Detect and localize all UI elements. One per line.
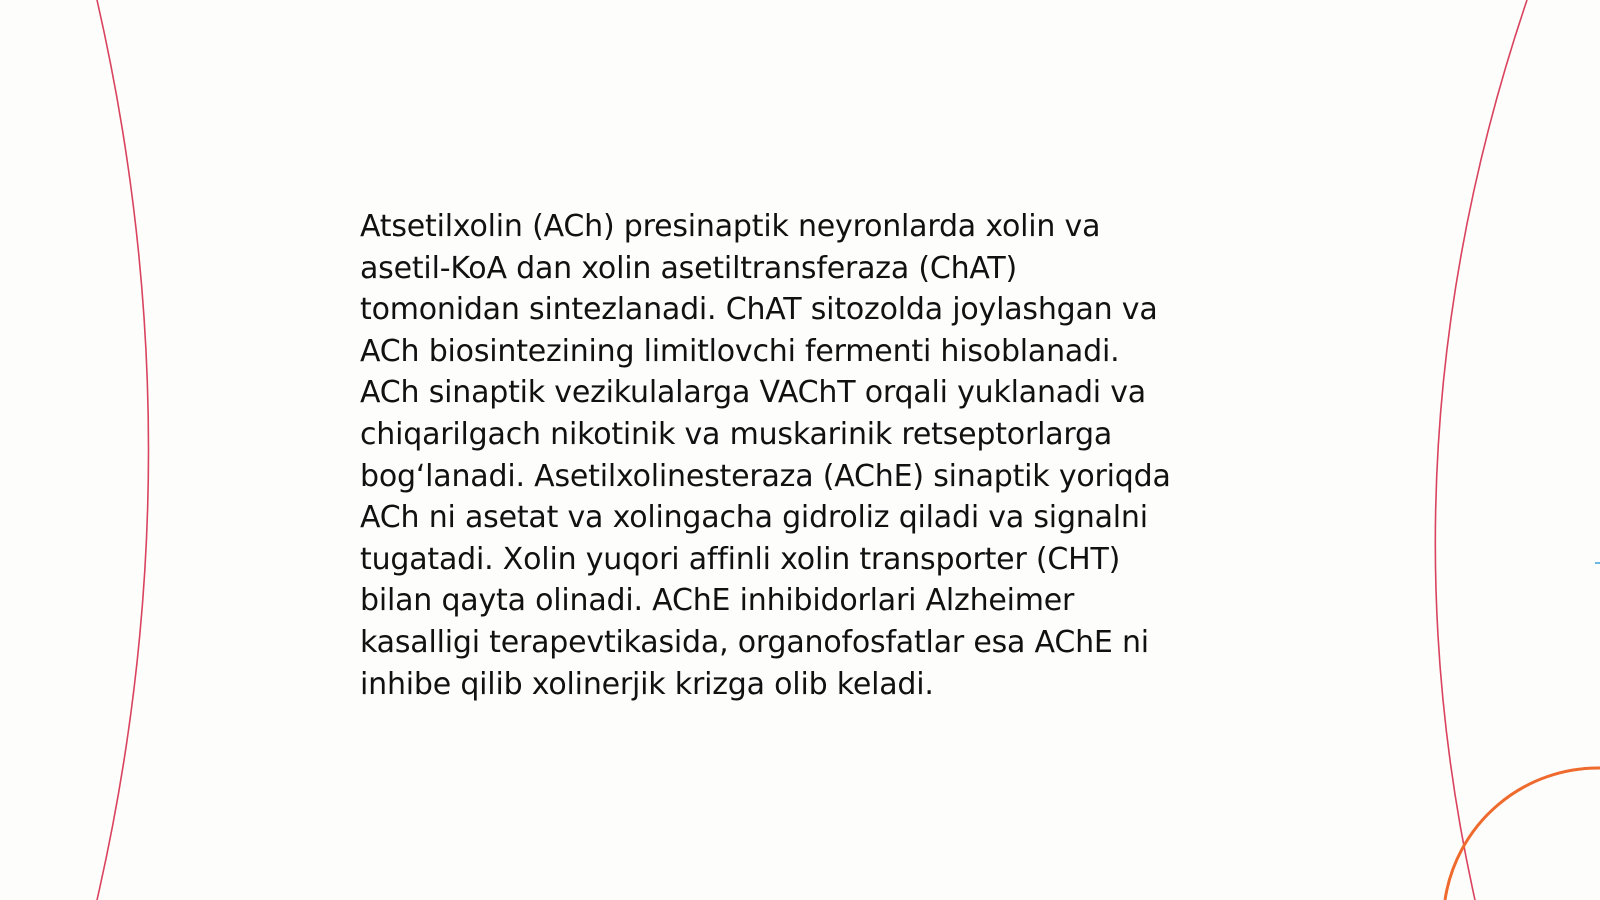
body-line: kasalligi terapevtikasida, organofosfatlar esa AChE ni: [360, 624, 1149, 660]
body-line: ACh sinaptik vezikulalarga VAChT orqali yuklanadi va: [360, 375, 1146, 411]
body-line: bog‘lanadi. Asetilxolinesteraza (AChE) sinaptik yoriqda: [360, 458, 1171, 494]
corner-orange-arc: [1445, 768, 1600, 900]
body-line: ACh biosintezining limitlovchi fermenti hisoblanadi.: [360, 333, 1120, 369]
right-arc: [1435, 0, 1527, 900]
body-line: Atsetilxolin (ACh) presinaptik neyronlarda xolin va: [360, 209, 1101, 244]
body-line: chiqarilgach nikotinik va muskarinik retseptorlarga: [360, 416, 1113, 452]
body-line: tomonidan sintezlanadi. ChAT sitozolda joylashgan va: [360, 292, 1158, 328]
body-line: bilan qayta olinadi. AChE inhibidorlari Alzheimer: [360, 583, 1075, 619]
body-line: ACh ni asetat va xolingacha gidroliz qiladi va signalni: [360, 500, 1148, 536]
body-line: tugatadi. Xolin yuqori affinli xolin transporter (CHT): [360, 541, 1121, 577]
body-line: inhibe qilib xolinerjik krizga olib keladi.: [360, 666, 934, 702]
left-arc: [97, 0, 149, 900]
body-line: asetil-KoA dan xolin asetiltransferaza (ChAT): [360, 250, 1018, 286]
body-paragraph: [360, 206, 1260, 705]
